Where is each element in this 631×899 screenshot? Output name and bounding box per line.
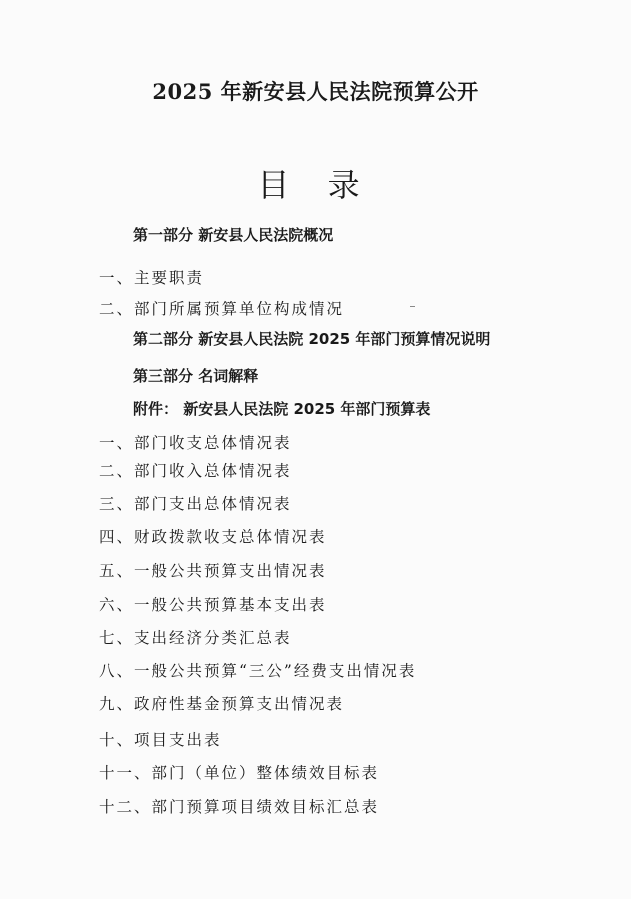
toc-part-2: 第二部分 新安县人民法院 2025 年部门预算情况说明 <box>133 330 491 348</box>
document-title: 2025 年新安县人民法院预算公开 <box>152 79 479 104</box>
toc-part-3: 第三部分 名词解释 <box>133 367 259 385</box>
scan-mark <box>410 306 415 307</box>
toc-table-2: 二、部门收入总体情况表 <box>99 462 292 480</box>
toc-table-10: 十、项目支出表 <box>99 731 222 749</box>
toc-part-1: 第一部分 新安县人民法院概况 <box>133 226 334 244</box>
toc-heading: 目 录 <box>257 166 374 204</box>
toc-table-11: 十一、部门（单位）整体绩效目标表 <box>99 764 380 782</box>
toc-table-3: 三、部门支出总体情况表 <box>99 495 292 513</box>
toc-table-12: 十二、部门预算项目绩效目标汇总表 <box>99 798 380 816</box>
toc-table-1: 一、部门收支总体情况表 <box>99 434 292 452</box>
toc-item-budget-units: 二、部门所属预算单位构成情况 <box>99 300 345 318</box>
toc-appendix: 附件： 新安县人民法院 2025 年部门预算表 <box>133 400 431 418</box>
toc-table-5: 五、一般公共预算支出情况表 <box>99 562 327 580</box>
toc-table-6: 六、一般公共预算基本支出表 <box>99 596 327 614</box>
toc-table-8: 八、一般公共预算“三公”经费支出情况表 <box>99 662 417 680</box>
toc-table-7: 七、支出经济分类汇总表 <box>99 629 292 647</box>
toc-table-9: 九、政府性基金预算支出情况表 <box>99 695 345 713</box>
toc-item-main-duties: 一、主要职责 <box>99 269 205 287</box>
toc-table-4: 四、财政拨款收支总体情况表 <box>99 528 327 546</box>
